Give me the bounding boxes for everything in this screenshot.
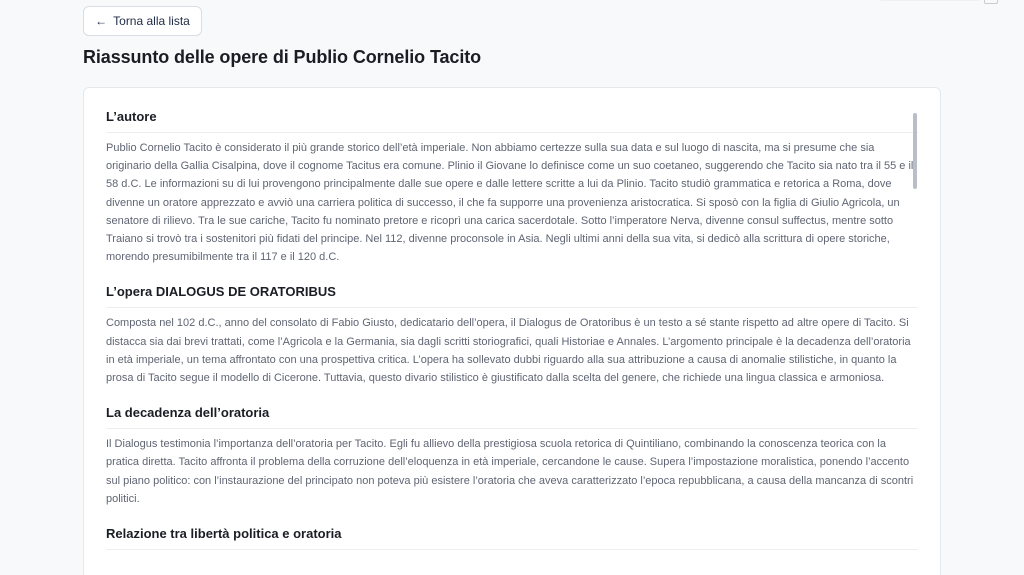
section-body: Publio Cornelio Tacito è considerato il più grande storico dell’età imperiale. Non abbiamo certezze sulla sua data e sul luogo di nascita, ma si presume che sia originario della Gallia Cisalpina, dove il cognome Tacitus era comune. Plinio il Giovane lo definisce come un suo coetaneo, suggerendo che Tacito sia nato tra il 55 e il 58 d.C. Le informazioni su di lui provengono principalmente dalle sue opere e dalle lettere scritte a lui da Plinio. Tacito studiò grammatica e retorica a Roma, dove divenne un oratore apprezzato e avviò una carriera politica di successo, il che fa supporre una provenienza aristocratica. Si sposò con la figlia di Giulio Agricola, un senatore di rilievo. Tra le sue cariche, Tacito fu nominato pretore e ricoprì una carica sacerdotale. Sotto l’imperatore Nerva, divenne consul suffectus, mentre sotto Traiano si trovò tra i sostenitori più fidati del principe. Nel 112, divenne proconsole in Asia. Negli ultimi anni della sua vita, si dedicò alla scrittura di opere storiche, morendo presumibilmente tra il 117 e il 120 d.C. (106, 142, 914, 264)
section-decadenza (106, 400, 918, 508)
section-heading: La decadenza dell’oratoria (106, 400, 918, 429)
section-heading: Relazione tra libertà politica e oratoria (106, 521, 918, 550)
section-heading: L’autore (106, 104, 918, 133)
content-card (83, 87, 941, 575)
section-heading: L’opera DIALOGUS DE ORATORIBUS (106, 279, 918, 308)
top-bar-fragment (880, 0, 980, 1)
scrollbar-thumb[interactable] (913, 113, 917, 189)
section-body: Composta nel 102 d.C., anno del consolato di Fabio Giusto, dedicatario dell’opera, il Dialogus de Oratoribus è un testo a sé stante rispetto ad altre opere di Tacito. Si distacca sia dai brevi trattati, come l’Agricola e la Germania, sia dagli scritti storiografici, quali Historiae e Annales. L’argomento principale è la decadenza dell’oratoria in età imperiale, un tema affrontato con una prospettiva critica. L’opera ha sollevato dubbi riguardo alla sua attribuzione a causa di anomalie stilistiche, in quanto la prosa di Tacito segue il modello di Cicerone. Tuttavia, questo divario stilistico è giustificato dalla scelta del genere, che richiede una lingua classica e armoniosa. (106, 317, 911, 385)
section-author (106, 104, 918, 266)
section-body: Il Dialogus testimonia l’importanza dell’oratoria per Tacito. Egli fu allievo della prestigiosa scuola retorica di Quintiliano, combinando la conoscenza teorica con la pratica diretta. Tacito affronta il problema della corruzione dell’eloquenza in età imperiale, cercandone le cause. Supera l’impostazione moralistica, ponendo l’accento sul piano politico: con l’instaurazione del principato non poteva più esistere l’oratoria che aveva caratterizzato l’epoca repubblicana, a causa della mancanza di scontri politici. (106, 438, 914, 505)
section-body (106, 550, 918, 556)
back-to-list-button[interactable] (83, 6, 202, 36)
arrow-left-icon: ← (95, 14, 108, 28)
window-control-icon[interactable] (984, 0, 998, 4)
content-scroll-area[interactable] (106, 104, 918, 575)
back-button-label: Torna alla lista (113, 14, 190, 28)
page-title: Riassunto delle opere di Publio Cornelio Tacito (83, 47, 482, 67)
section-dialogus (106, 279, 918, 387)
section-liberta (106, 521, 918, 556)
